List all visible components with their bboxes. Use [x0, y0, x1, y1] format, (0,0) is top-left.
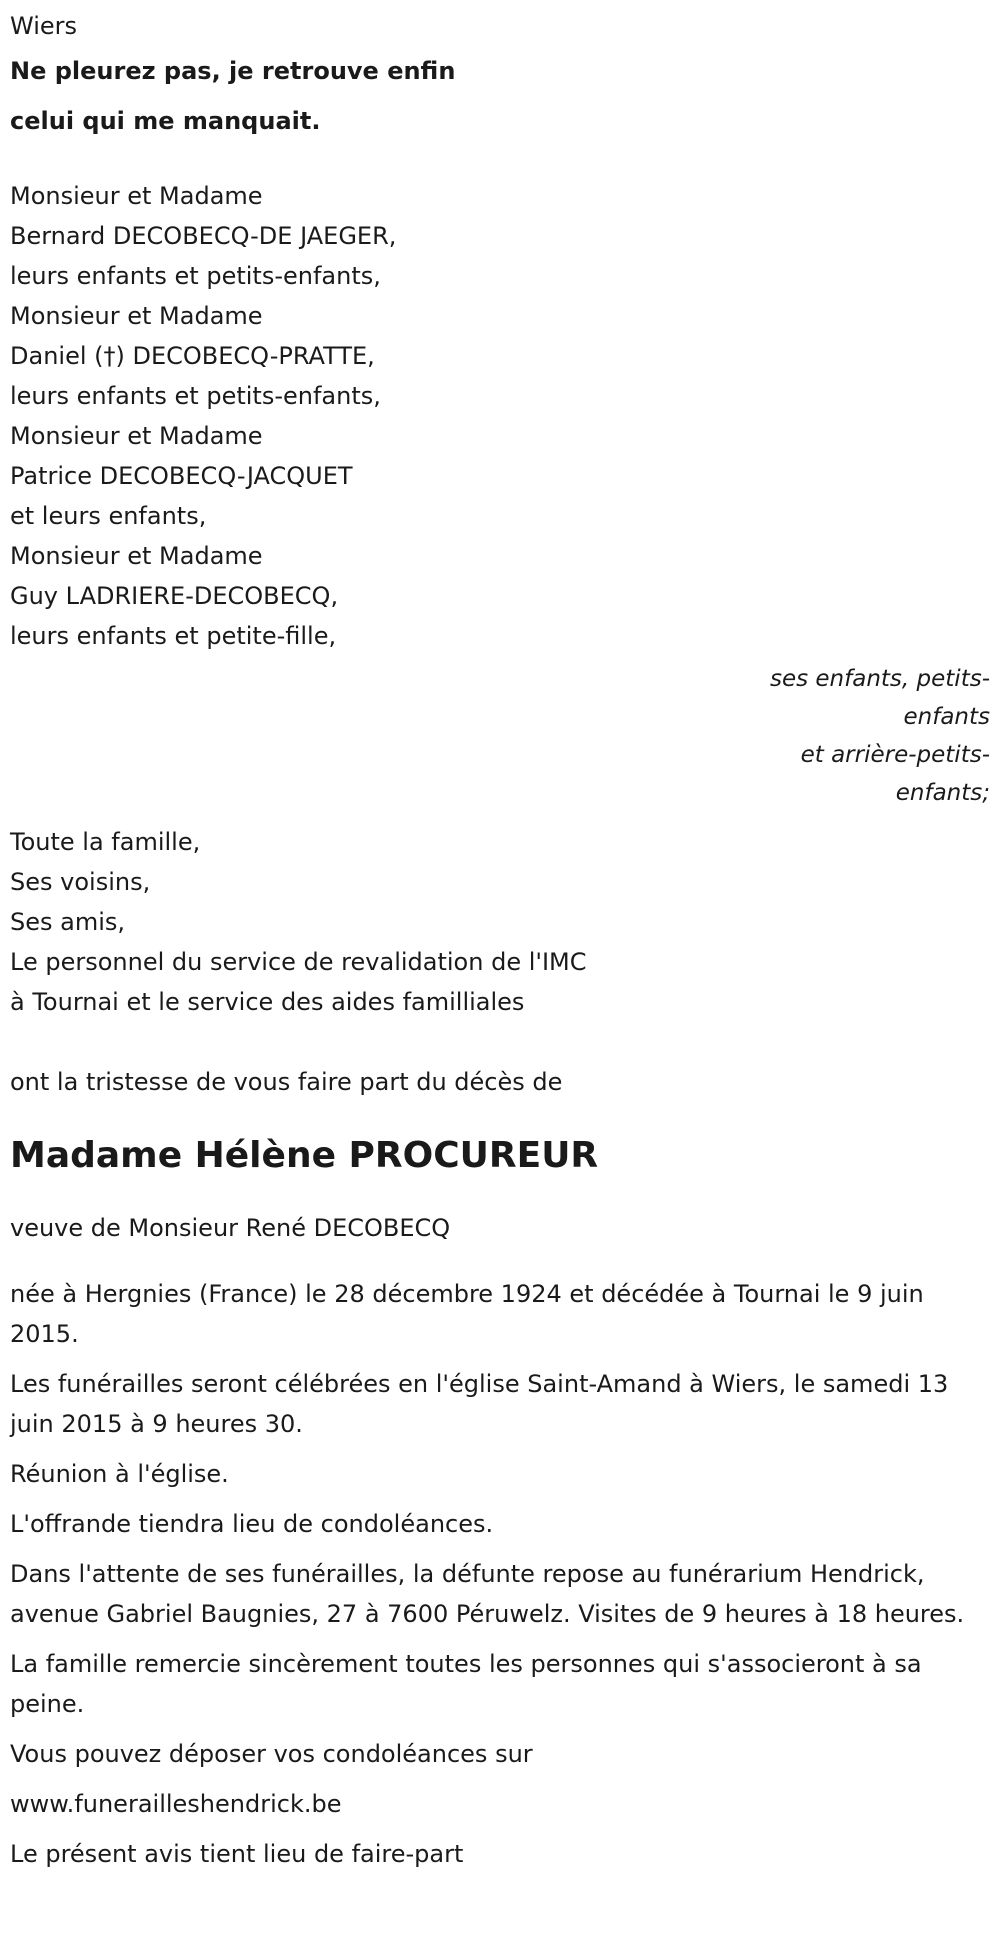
place-name: Wiers: [10, 12, 78, 40]
deceased-name: Madame Hélène PROCUREUR: [10, 1135, 599, 1176]
quote-line: celui qui me manquait.: [10, 107, 321, 135]
relations-line: enfants;: [895, 780, 990, 806]
relations-line: ses enfants, petits-: [769, 666, 990, 692]
others-line: Ses amis,: [10, 908, 126, 936]
others-line: à Tournai et le service des aides familliales: [10, 988, 525, 1016]
family-line: Patrice DECOBECQ-JACQUET: [10, 462, 353, 490]
notice-paragraph: Le présent avis tient lieu de faire-part: [10, 1840, 464, 1868]
family-line: Monsieur et Madame: [10, 302, 263, 330]
announcement-text: ont la tristesse de vous faire part du décès de: [10, 1068, 563, 1096]
relations-summary: [10, 660, 1000, 812]
funerarium-paragraph: Dans l'attente de ses funérailles, la défunte repose au funérarium Hendrick, avenue Gabriel Baugnies, 27 à 7600 Péruwelz. Visites de 9 heures à 18 heures.: [10, 1560, 965, 1628]
offering-paragraph: L'offrande tiendra lieu de condoléances.: [10, 1510, 494, 1538]
details-section: [10, 1274, 1000, 1874]
widow-of: veuve de Monsieur René DECOBECQ: [10, 1214, 451, 1242]
condolences-paragraph: Vous pouvez déposer vos condoléances sur: [10, 1740, 533, 1768]
family-line: leurs enfants et petits-enfants,: [10, 382, 381, 410]
relations-line: et arrière-petits-: [800, 742, 990, 768]
website-link[interactable]: www.funerailleshendrick.be: [10, 1790, 342, 1818]
family-line: Bernard DECOBECQ-DE JAEGER,: [10, 222, 397, 250]
obituary-notice: [0, 6, 1000, 1936]
family-line: Guy LADRIERE-DECOBECQ,: [10, 582, 339, 610]
family-line: leurs enfants et petite-fille,: [10, 622, 337, 650]
family-line: Monsieur et Madame: [10, 422, 263, 450]
funeral-paragraph: Les funérailles seront célébrées en l'église Saint-Amand à Wiers, le samedi 13 juin 2015 à 9 heures 30.: [10, 1370, 949, 1438]
family-line: Monsieur et Madame: [10, 182, 263, 210]
family-line: Daniel (†) DECOBECQ-PRATTE,: [10, 342, 375, 370]
thanks-paragraph: La famille remercie sincèrement toutes les personnes qui s'associeront à sa peine.: [10, 1650, 922, 1718]
others-line: Toute la famille,: [10, 828, 201, 856]
family-line: et leurs enfants,: [10, 502, 207, 530]
family-line: Monsieur et Madame: [10, 542, 263, 570]
quote-line: Ne pleurez pas, je retrouve enfin: [10, 57, 456, 85]
family-list: [10, 176, 1000, 656]
others-line: Ses voisins,: [10, 868, 151, 896]
others-line: Le personnel du service de revalidation de l'IMC: [10, 948, 587, 976]
birth-death-paragraph: née à Hergnies (France) le 28 décembre 1924 et décédée à Tournai le 9 juin 2015.: [10, 1280, 924, 1348]
epitaph-quote: [10, 46, 1000, 146]
others-list: [10, 822, 1000, 1022]
reunion-paragraph: Réunion à l'église.: [10, 1460, 229, 1488]
relations-line: enfants: [903, 704, 990, 730]
family-line: leurs enfants et petits-enfants,: [10, 262, 381, 290]
